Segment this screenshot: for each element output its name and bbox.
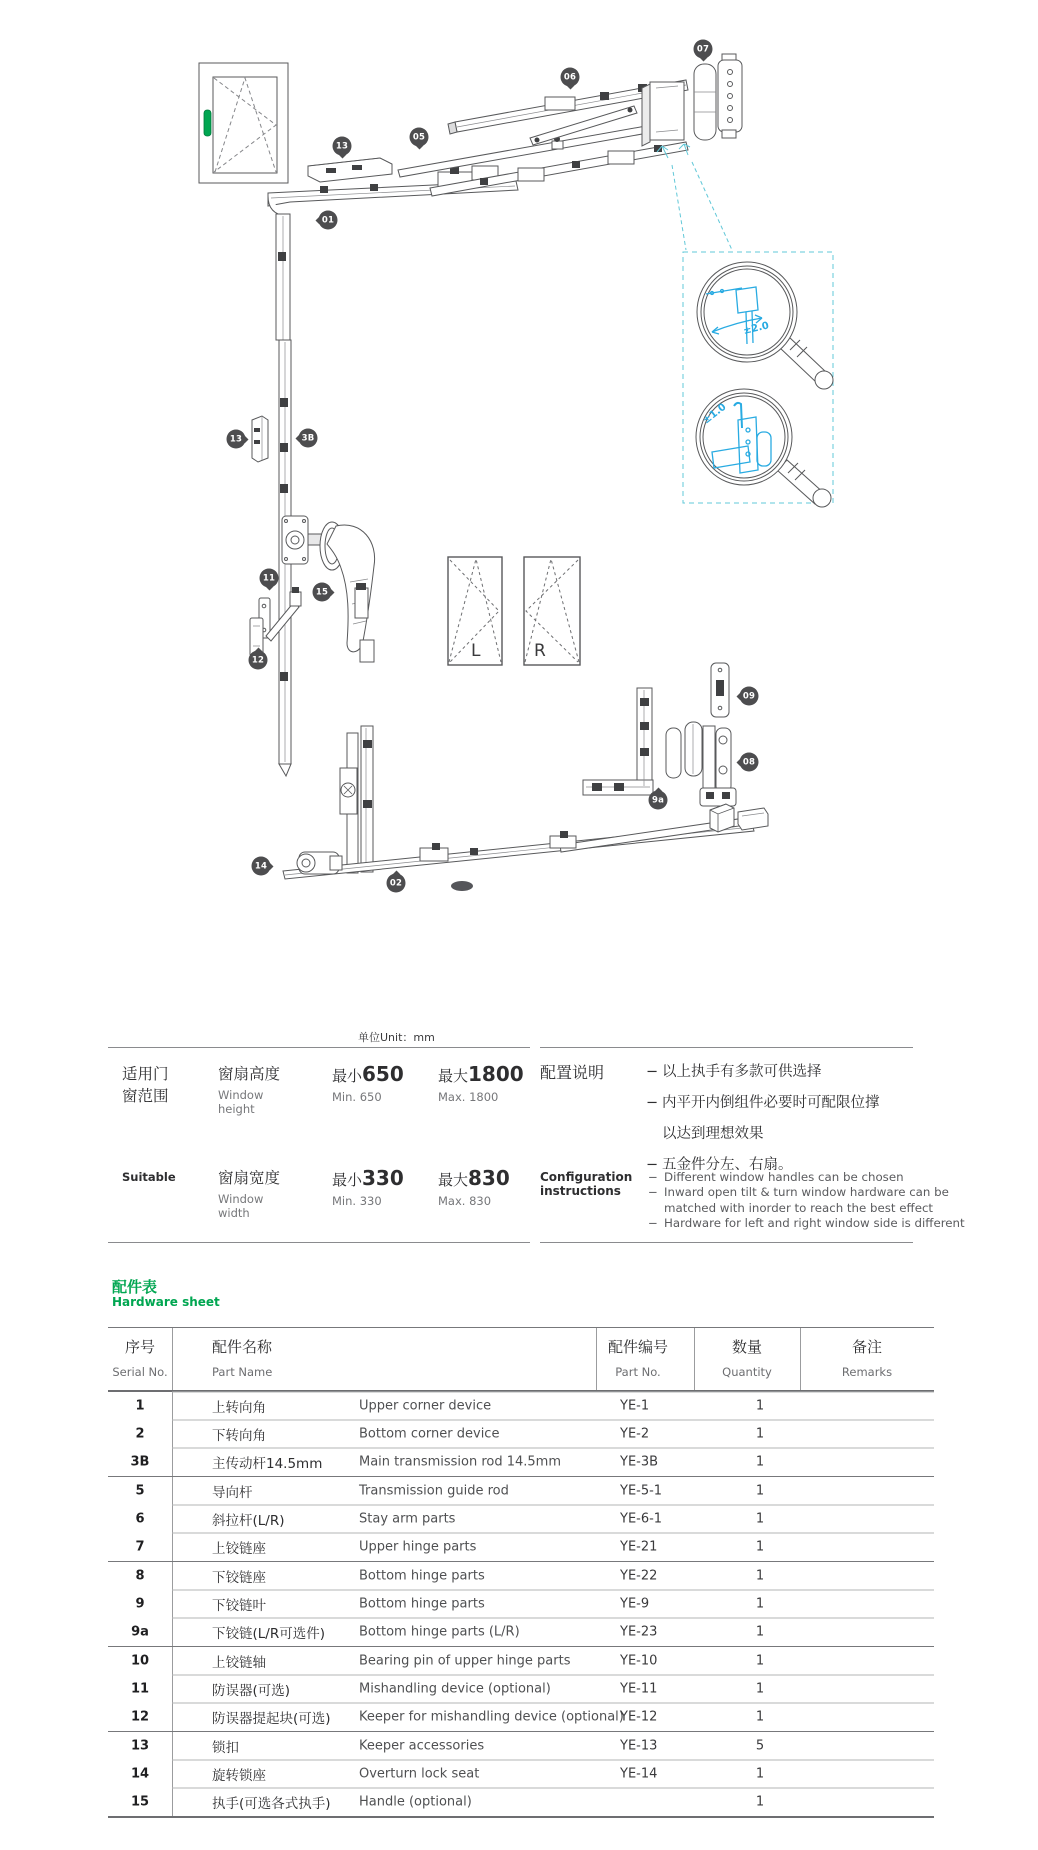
config-title-en-line2: instructions [540, 1184, 621, 1198]
row-separator [172, 1448, 934, 1449]
cell-name-cn: 下转向角 [212, 1428, 266, 1444]
cell-name-en: Bottom corner device [359, 1426, 500, 1442]
cell-name-cn: 下铰链(L/R可选件) [212, 1626, 325, 1642]
callout-07: 07 [694, 40, 713, 59]
table-row [108, 1675, 934, 1703]
spec-rule-top-left [108, 1047, 530, 1048]
cell-qty: 1 [755, 1653, 765, 1669]
config-bullet [648, 1216, 965, 1230]
spec-min-value2: 330 [362, 1166, 404, 1190]
table-row [108, 1420, 934, 1448]
spec-param2-en-line2: width [218, 1206, 250, 1220]
config-bullets-en [648, 1170, 965, 1240]
cell-qty: 5 [755, 1738, 765, 1754]
table-row [108, 1646, 934, 1675]
cell-serial: 6 [135, 1511, 145, 1527]
cell-name-en: Keeper accessories [359, 1738, 485, 1754]
bullet-text: 以上执手有多款可供选择 [662, 1064, 822, 1080]
cell-part-no: YE-2 [620, 1426, 650, 1442]
row-separator [172, 1618, 934, 1619]
header-qty-en: Quantity [722, 1365, 772, 1379]
cell-serial: 11 [130, 1681, 150, 1697]
callout-9a: 9a [649, 791, 668, 810]
callout-09: 09 [740, 687, 759, 706]
row-separator [172, 1703, 934, 1704]
cell-serial: 9a [131, 1624, 149, 1640]
window-schematic-left-label: L [471, 641, 481, 661]
cell-name-en: Bearing pin of upper hinge parts [359, 1653, 571, 1669]
cell-qty: 1 [755, 1568, 765, 1584]
spec-min-value: 650 [362, 1062, 404, 1086]
cell-name-en: Transmission guide rod [359, 1483, 509, 1499]
spec-max-label: 最大 [438, 1067, 469, 1085]
spec-param2-cn: 窗扇宽度 [218, 1169, 281, 1187]
bullet-dash: − [646, 1064, 659, 1080]
cell-part-no: YE-12 [620, 1709, 658, 1725]
bullet-dash: − [646, 1095, 659, 1111]
callout-12: 12 [249, 651, 268, 670]
config-title-cn: 配置说明 [540, 1063, 605, 1082]
window-schematic-right-label: R [534, 641, 546, 661]
table-row [108, 1731, 934, 1760]
cell-name-en: Handle (optional) [359, 1794, 472, 1810]
bullet-dash: − [646, 1157, 659, 1173]
table-row [108, 1618, 934, 1646]
bullet-dash: − [648, 1170, 658, 1184]
config-bullet [646, 1091, 880, 1112]
cell-qty: 1 [755, 1426, 765, 1442]
spec-max-height [438, 1062, 524, 1086]
cell-part-no: YE-14 [620, 1766, 658, 1782]
cell-name-cn: 锁扣 [212, 1740, 239, 1756]
spec-param-en [218, 1088, 263, 1116]
cell-qty: 1 [755, 1794, 765, 1810]
bullet-dash: − [648, 1215, 658, 1230]
table-row [108, 1505, 934, 1533]
cell-serial: 10 [130, 1653, 150, 1669]
spec-param-en-line1: Window [218, 1088, 264, 1102]
adjustment-label-bottom: ±1.0 [701, 401, 729, 427]
table-row [108, 1590, 934, 1618]
table-row [108, 1788, 934, 1816]
header-serial-en: Serial No. [112, 1365, 168, 1379]
cell-serial: 3B [130, 1454, 150, 1470]
cell-name-cn: 上转向角 [212, 1400, 266, 1416]
bullet-text: Hardware for left and right window side is different [664, 1215, 965, 1230]
spec-rule-bottom-left [108, 1242, 530, 1243]
header-divider-4 [800, 1328, 801, 1390]
cell-part-no: YE-6-1 [620, 1511, 663, 1527]
cell-serial: 1 [135, 1398, 145, 1414]
table-row [108, 1533, 934, 1561]
header-remarks-cn: 备注 [851, 1338, 882, 1356]
hardware-table-header [108, 1328, 934, 1392]
spec-min-width-en: Min. 330 [332, 1194, 382, 1208]
cell-qty: 1 [755, 1709, 765, 1725]
header-partno-cn: 配件编号 [607, 1338, 668, 1356]
cell-name-cn: 上铰链轴 [212, 1655, 266, 1671]
row-separator [172, 1675, 934, 1676]
cell-name-cn: 主传动杆14.5mm [212, 1456, 323, 1472]
cell-part-no: YE-21 [620, 1539, 658, 1555]
cell-serial: 2 [135, 1426, 145, 1442]
spec-param2-en [218, 1192, 263, 1220]
header-partno-en: Part No. [615, 1365, 661, 1379]
cell-part-no: YE-5-1 [620, 1483, 663, 1499]
cell-serial: 9 [135, 1596, 145, 1612]
header-qty-cn: 数量 [731, 1338, 762, 1356]
config-bullet [646, 1060, 822, 1081]
cell-serial: 8 [135, 1568, 145, 1584]
cell-part-no: YE-22 [620, 1568, 658, 1584]
cell-qty: 1 [755, 1398, 765, 1414]
cell-name-cn: 防误器(可选) [212, 1683, 291, 1699]
callout-14: 14 [252, 857, 271, 876]
spec-max-label2: 最大 [438, 1171, 469, 1189]
cell-name-cn: 执手(可选各式执手) [212, 1796, 331, 1812]
bullet-text: matched with inorder to reach the best effect [664, 1200, 934, 1215]
config-bullet [646, 1122, 764, 1143]
row-separator [172, 1392, 934, 1393]
header-name-cn: 配件名称 [212, 1338, 273, 1356]
cell-qty: 1 [755, 1681, 765, 1697]
cell-part-no: YE-10 [620, 1653, 658, 1669]
spec-category-line1: 适用门 [122, 1065, 169, 1083]
row-separator [172, 1420, 934, 1421]
table-row [108, 1561, 934, 1590]
cell-part-no: YE-9 [620, 1596, 650, 1612]
spec-max-width [438, 1166, 510, 1190]
callout-13: 13 [333, 137, 352, 156]
cell-part-no: YE-3B [620, 1454, 659, 1470]
callout-11: 11 [260, 569, 279, 588]
table-row [108, 1448, 934, 1476]
cell-qty: 1 [755, 1596, 765, 1612]
spec-min-label: 最小 [332, 1067, 363, 1085]
cell-part-no: YE-13 [620, 1738, 658, 1754]
row-separator [172, 1505, 934, 1506]
spec-param-en-line2: height [218, 1102, 255, 1116]
cell-serial: 12 [130, 1709, 150, 1725]
header-divider-3 [694, 1328, 695, 1390]
cell-qty: 1 [755, 1454, 765, 1470]
bullet-text: 五金件分左、右扇。 [662, 1157, 793, 1173]
cell-name-cn: 下铰链叶 [212, 1598, 266, 1614]
callout-15: 15 [313, 583, 332, 602]
table-row [108, 1392, 934, 1420]
cell-name-en: Upper corner device [359, 1398, 492, 1414]
cell-name-cn: 导向杆 [212, 1485, 253, 1501]
bullet-text: Different window handles can be chosen [664, 1170, 904, 1184]
row-separator [172, 1760, 934, 1761]
spec-rule-top-right [540, 1047, 913, 1048]
cell-serial: 5 [135, 1483, 145, 1499]
bullet-text: 内平开内倒组件必要时可配限位撑 [662, 1095, 880, 1111]
cell-part-no: YE-1 [620, 1398, 650, 1414]
config-bullet [648, 1185, 949, 1199]
cell-name-cn: 斜拉杆(L/R) [212, 1513, 285, 1529]
spec-max-height-en: Max. 1800 [438, 1090, 499, 1104]
cell-part-no: YE-23 [620, 1624, 658, 1640]
table-row [108, 1476, 934, 1505]
row-separator [172, 1590, 934, 1591]
hardware-sheet-title-en: Hardware sheet [112, 1295, 220, 1309]
cell-serial: 14 [130, 1766, 150, 1782]
cell-qty: 1 [755, 1624, 765, 1640]
cell-name-en: Bottom hinge parts (L/R) [359, 1624, 520, 1640]
cell-serial: 7 [135, 1539, 145, 1555]
callout-08: 08 [740, 753, 759, 772]
header-divider-1 [172, 1328, 173, 1390]
spec-max-value: 1800 [468, 1062, 524, 1086]
cell-name-en: Bottom hinge parts [359, 1596, 485, 1612]
header-divider-2 [596, 1328, 597, 1390]
cell-name-en: Overturn lock seat [359, 1766, 480, 1782]
cell-name-en: Mishandling device (optional) [359, 1681, 551, 1697]
row-separator [172, 1533, 934, 1534]
config-title-en-line1: Configuration [540, 1170, 633, 1184]
cell-name-en: Keeper for mishandling device (optional) [359, 1709, 624, 1725]
config-bullets-cn [646, 1060, 926, 1175]
config-title-en [540, 1170, 632, 1198]
cell-name-cn: 旋转锁座 [212, 1768, 266, 1784]
spec-category-line2: 窗范围 [122, 1087, 169, 1105]
cell-qty: 1 [755, 1539, 765, 1555]
row-separator [172, 1788, 934, 1789]
hardware-table [108, 1327, 934, 1818]
spec-min-height [332, 1062, 404, 1086]
spec-max-value2: 830 [468, 1166, 510, 1190]
spec-category-en: Suitable [122, 1170, 176, 1184]
header-serial-cn: 序号 [124, 1338, 155, 1356]
callout-3B: 3B [299, 429, 318, 448]
bullet-text: Inward open tilt & turn window hardware can be [664, 1185, 949, 1200]
bullet-dash: − [648, 1185, 658, 1200]
callout-13: 13 [227, 430, 246, 449]
unit-label: 单位Unit：mm [358, 1031, 435, 1044]
hardware-table-body [108, 1392, 934, 1818]
cell-name-cn: 下铰链座 [212, 1570, 266, 1586]
cell-name-en: Main transmission rod 14.5mm [359, 1454, 562, 1470]
cell-name-en: Upper hinge parts [359, 1539, 477, 1555]
hardware-sheet-title-cn: 配件表 [112, 1278, 158, 1296]
cell-qty: 1 [755, 1483, 765, 1499]
callout-01: 01 [319, 211, 338, 230]
config-bullet [648, 1201, 933, 1215]
callout-05: 05 [410, 128, 429, 147]
bullet-text: 以达到理想效果 [662, 1126, 764, 1142]
cell-qty: 1 [755, 1511, 765, 1527]
cell-name-cn: 防误器提起块(可选) [212, 1711, 331, 1727]
header-remarks-en: Remarks [841, 1365, 893, 1379]
spec-max-width-en: Max. 830 [438, 1194, 492, 1208]
callout-02: 02 [387, 874, 406, 893]
spec-min-height-en: Min. 650 [332, 1090, 382, 1104]
config-bullet [648, 1170, 904, 1184]
callout-06: 06 [561, 68, 580, 87]
spec-param2-en-line1: Window [218, 1192, 264, 1206]
cell-name-en: Bottom hinge parts [359, 1568, 485, 1584]
header-name-en: Part Name [212, 1365, 273, 1379]
spec-min-label2: 最小 [332, 1171, 363, 1189]
spec-min-width [332, 1166, 404, 1190]
adjustment-label-top: ±2.0 [742, 320, 771, 337]
cell-serial: 15 [130, 1794, 150, 1810]
table-row [108, 1703, 934, 1731]
cell-name-cn: 上铰链座 [212, 1541, 266, 1557]
table-row [108, 1760, 934, 1788]
cell-serial: 13 [130, 1738, 150, 1754]
cell-name-en: Stay arm parts [359, 1511, 456, 1527]
cell-part-no: YE-11 [620, 1681, 658, 1697]
cell-qty: 1 [755, 1766, 765, 1782]
spec-rule-bottom-right [540, 1242, 913, 1243]
spec-param-cn: 窗扇高度 [218, 1065, 281, 1083]
